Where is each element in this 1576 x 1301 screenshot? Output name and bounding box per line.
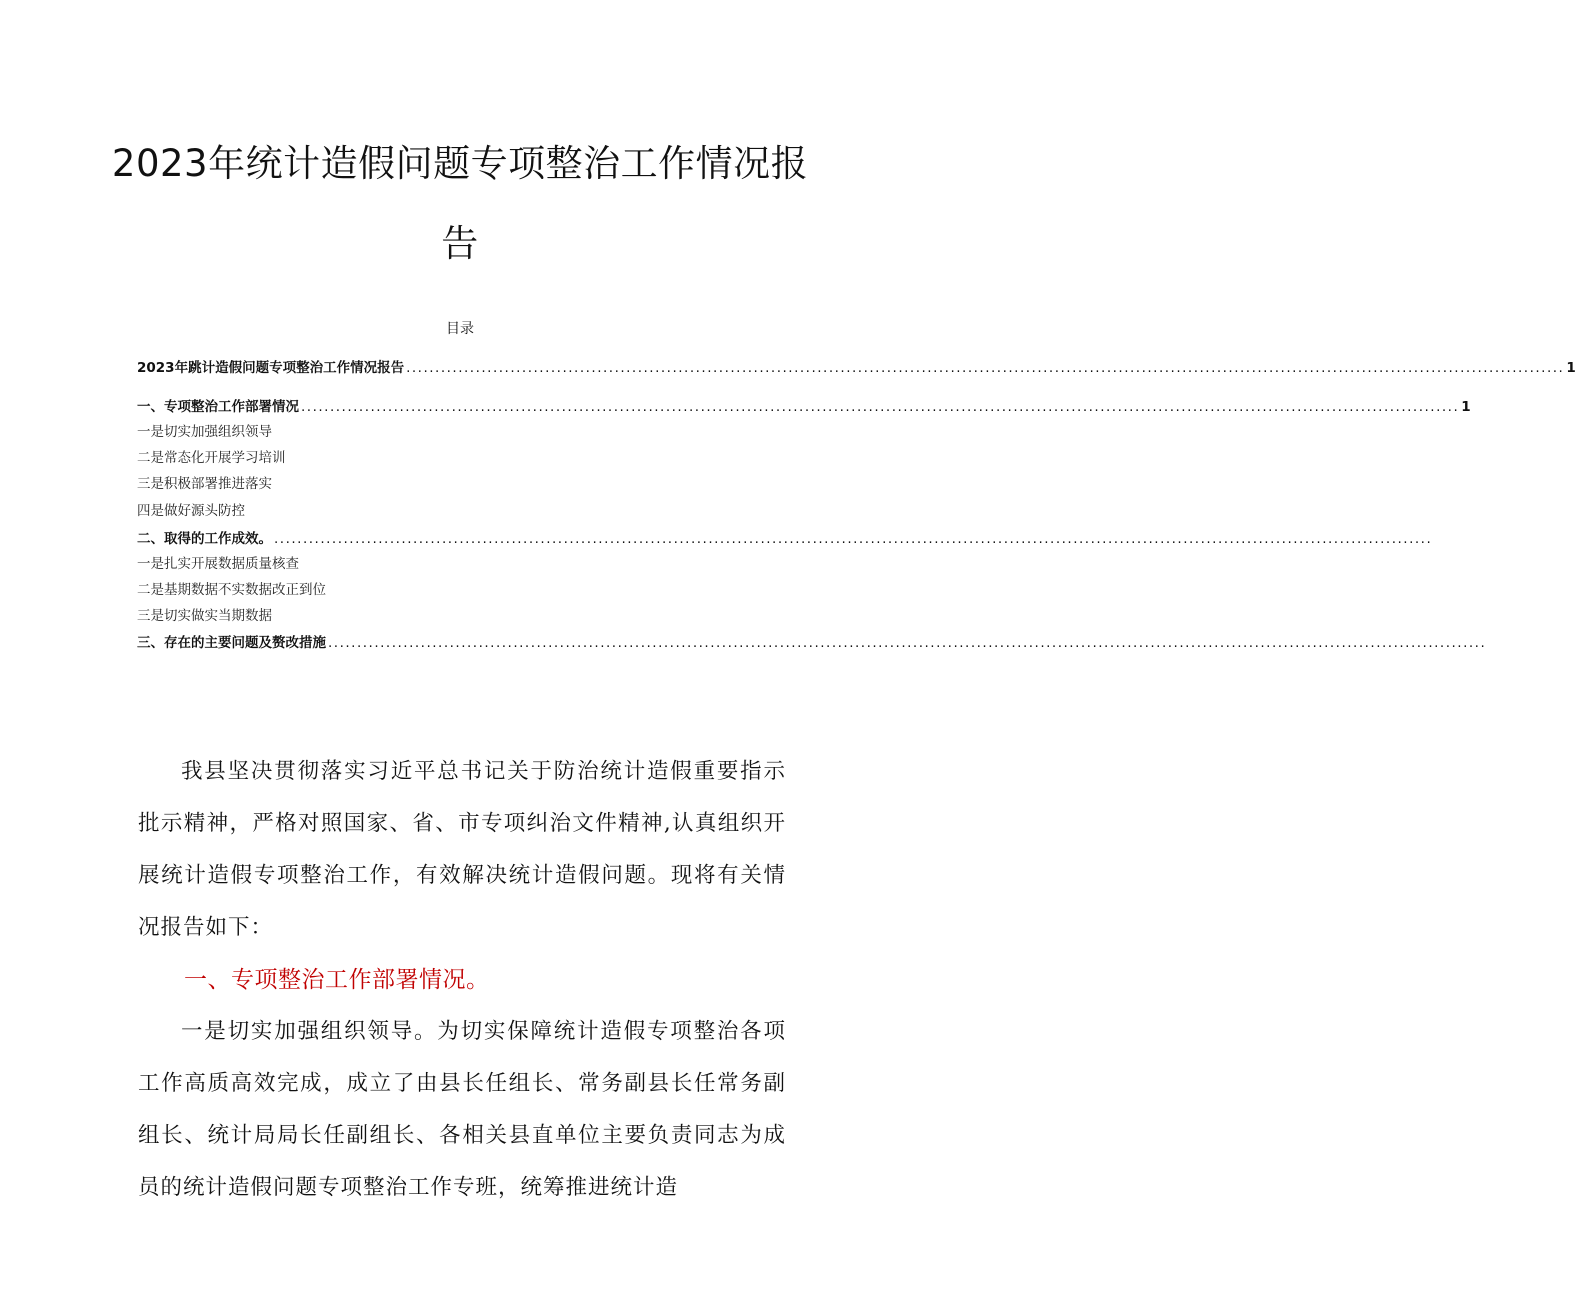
- document-title-line-2: 告: [441, 222, 479, 265]
- toc-entry[interactable]: [137, 395, 1471, 415]
- section-1-paragraph: 一是切实加强组织领导。为切实保障统计造假专项整治各项工作高质高效完成，成立了由县长任组长、常务副县长任常务副组长、统计局局长任副组长、各相关县直单位主要负责同志为成员的统计造假问题专项整治工作专班，统筹推进统计造: [138, 1019, 786, 1200]
- toc-entry-label: 三是切实做实当期数据: [137, 608, 272, 624]
- toc-entry[interactable]: [137, 527, 1433, 547]
- toc-entry-label: 二、取得的工作成效。: [137, 531, 272, 547]
- toc-heading: 目录: [446, 321, 474, 337]
- toc-entry[interactable]: [137, 552, 299, 572]
- document-title-line-1: 2023年统计造假问题专项整治工作情况报: [111, 142, 809, 185]
- toc-entry-label: 一、专项整治工作部署情况: [137, 399, 299, 415]
- toc-entry[interactable]: [137, 631, 1487, 651]
- toc-entry[interactable]: [137, 578, 326, 598]
- section-1-heading: 一、专项整治工作部署情况。: [184, 967, 490, 993]
- toc-entry-label: 四是做好源头防控: [137, 503, 245, 519]
- toc-entry[interactable]: [137, 604, 272, 624]
- document-body: [138, 746, 786, 1214]
- toc-entry-label: 2023年跳计造假问题专项整治工作情况报告: [137, 360, 405, 376]
- toc-entry-label: 二是常态化开展学习培训: [137, 450, 286, 466]
- intro-paragraph: 我县坚决贯彻落实习近平总书记关于防治统计造假重要指示批示精神，严格对照国家、省、市专项纠治文件精神,认真组织开展统计造假专项整治工作，有效解决统计造假问题。现将有关情况报告如下：: [138, 759, 786, 940]
- toc-entry[interactable]: [137, 420, 272, 440]
- toc-entry-label: 一是切实加强组织领导: [137, 424, 272, 440]
- toc-entry[interactable]: [137, 356, 1576, 376]
- toc-entry[interactable]: [137, 499, 245, 519]
- toc-entry[interactable]: [137, 446, 286, 466]
- toc-page-number: 1: [1461, 399, 1471, 415]
- toc-entry[interactable]: [137, 472, 272, 492]
- toc-entry-label: 三是积极部署推进落实: [137, 476, 272, 492]
- toc-dot-leader: ........................................................................................................................................................................................................: [274, 531, 1433, 547]
- toc-dot-leader: ........................................................................................................................................................................................................: [301, 399, 1460, 415]
- toc-page-number: 1: [1566, 360, 1576, 376]
- toc-entry-label: 一是扎实开展数据质量核查: [137, 556, 299, 572]
- toc-entry-label: 二是基期数据不实数据改正到位: [137, 582, 326, 598]
- toc-dot-leader: ........................................................................................................................................................................................................: [328, 635, 1487, 651]
- toc-entry-label: 三、存在的主要问题及赘改措施: [137, 635, 326, 651]
- toc-dot-leader: ........................................................................................................................................................................................................: [406, 360, 1565, 376]
